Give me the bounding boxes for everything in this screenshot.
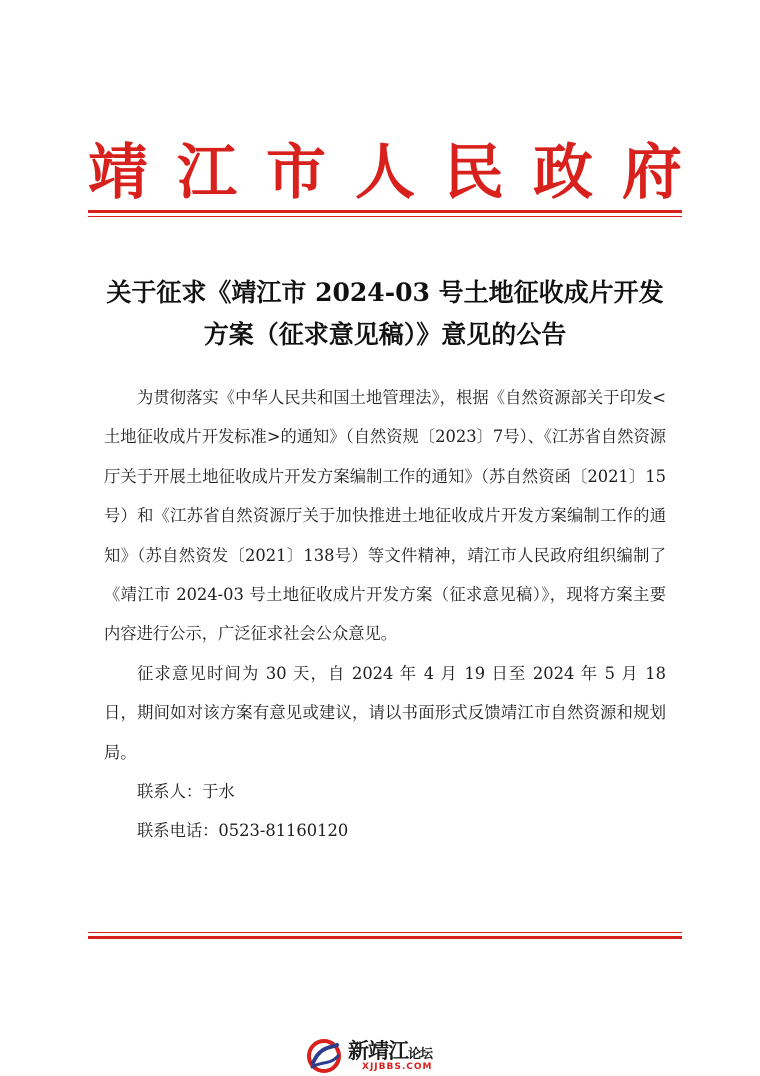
document-body: [104, 378, 666, 851]
body-paragraph-1: 为贯彻落实《中华人民共和国土地管理法》，根据《自然资源部关于印发<土地征收成片开发标准>的通知》（自然资规〔2023〕7号）、《江苏省自然资源厅关于开展土地征收成片开发方案编制工作的通知》（苏自然资函〔2021〕15号）和《江苏省自然资源厅关于加快推进土地征收成片开发方案编制工作的通知》（苏自然资发〔2021〕138号）等文件精神，靖江市人民政府组织编制了《靖江市 2024-03 号土地征收成片开发方案（征求意见稿）》，现将方案主要内容进行公示，广泛征求社会公众意见。: [104, 388, 667, 644]
issuer-char: 靖: [88, 138, 148, 208]
issuer-char: 民: [444, 138, 504, 208]
footer-divider-thin: [88, 932, 682, 933]
body-paragraph-2: 征求意见时间为 30 天，自 2024 年 4 月 19 日至 2024 年 5 月 18 日，期间如对该方案有意见或建议，请以书面形式反馈靖江市自然资源和规划局。: [104, 663, 666, 762]
issuer-char: 市: [266, 138, 326, 208]
footer-divider-thick: [88, 936, 682, 939]
title-line-1: 关于征求《靖江市 2024-03 号土地征收成片开发: [106, 278, 664, 307]
title-line-2: 方案（征求意见稿）》意见的公告: [203, 320, 567, 349]
watermark-suffix: 论坛: [408, 1046, 433, 1062]
issuer-char: 江: [177, 138, 237, 208]
document-title: [90, 272, 680, 356]
watermark-domain: XJJBBS.COM: [362, 1061, 433, 1072]
contact-person: 联系人：于水: [137, 782, 235, 802]
issuer-header: [88, 138, 682, 208]
issuer-char: 人: [355, 138, 415, 208]
forum-logo-icon: [304, 1036, 344, 1076]
header-divider-thick: [88, 210, 682, 213]
header-divider-thin: [88, 216, 682, 217]
forum-watermark-logo: [304, 1036, 464, 1076]
watermark-name: 新靖江: [348, 1038, 408, 1063]
contact-phone: 联系电话：0523-81160120: [137, 821, 349, 841]
issuer-char: 府: [622, 138, 682, 208]
issuer-char: 政: [533, 138, 593, 208]
